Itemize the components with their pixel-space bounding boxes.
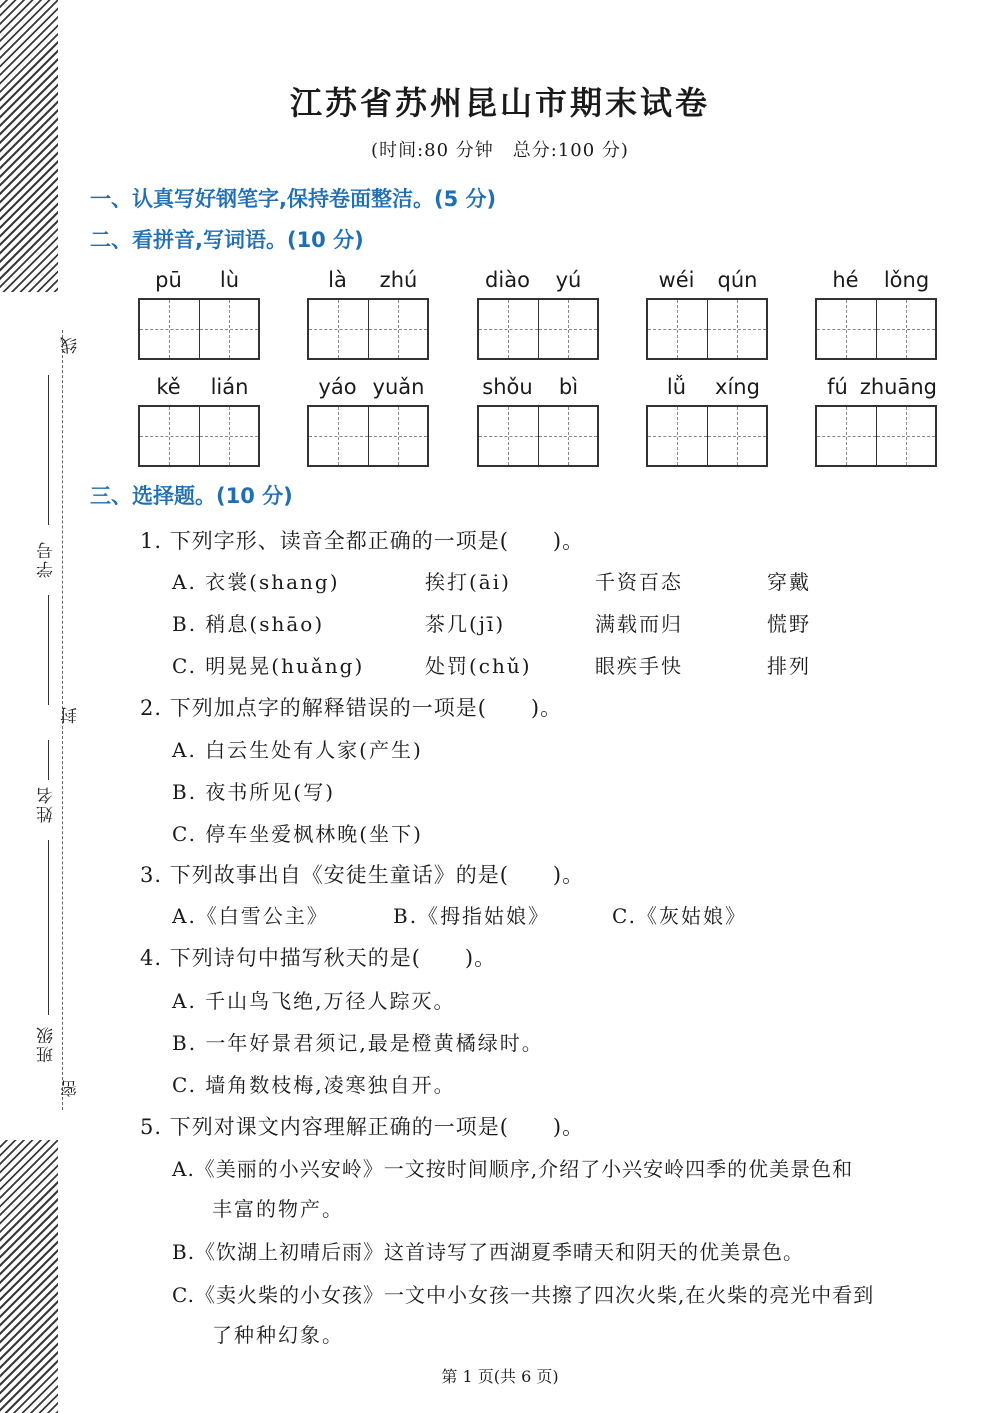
- q1-option-a-2: 挨打(āi): [425, 570, 511, 594]
- writing-boxes[interactable]: [815, 298, 937, 360]
- student-name-label: 姓名: [37, 785, 57, 823]
- q5-option-b: B.《饮湖上初晴后雨》这首诗写了西湖夏季晴天和阴天的优美景色。: [172, 1240, 805, 1264]
- writing-boxes[interactable]: [477, 405, 599, 467]
- pinyin-syllable: fú: [827, 375, 848, 399]
- cut-mark-xian: 线: [61, 335, 81, 354]
- question-5-stem: 5. 下列对课文内容理解正确的一项是( )。: [140, 1115, 585, 1139]
- writing-boxes[interactable]: [138, 405, 260, 467]
- pinyin-syllable: qún: [717, 268, 758, 292]
- exam-title: 江苏省苏州昆山市期末试卷: [289, 84, 710, 122]
- class-label: 班级: [37, 1025, 57, 1063]
- pinyin-syllable: lǚ: [666, 375, 687, 399]
- student-id-label: 学号: [37, 540, 57, 578]
- q1-option-c-1: C. 明晃晃(huǎng): [172, 654, 365, 678]
- writing-boxes[interactable]: [646, 405, 768, 467]
- writing-boxes[interactable]: [307, 298, 429, 360]
- cut-mark-feng: 封: [61, 705, 81, 724]
- q3-option-b: B.《拇指姑娘》: [393, 904, 551, 928]
- cut-mark-mi: 密: [61, 1078, 81, 1097]
- pinyin-syllable: yú: [555, 268, 582, 292]
- pinyin-item-4: [646, 268, 768, 360]
- writing-boxes[interactable]: [815, 405, 937, 467]
- q1-option-c-4: 排列: [767, 654, 811, 678]
- writing-boxes[interactable]: [477, 298, 599, 360]
- pinyin-syllable: xíng: [715, 375, 760, 399]
- q2-option-c: C. 停车坐爱枫林晚(坐下): [172, 822, 423, 846]
- pinyin-syllable: wéi: [658, 268, 695, 292]
- writing-boxes[interactable]: [138, 298, 260, 360]
- q5-option-c-line1: C.《卖火柴的小女孩》一文中小女孩一共擦了四次火柴,在火柴的亮光中看到: [172, 1283, 875, 1307]
- q3-option-a: A.《白雪公主》: [172, 904, 329, 928]
- pinyin-syllable: yuǎn: [372, 375, 425, 399]
- pinyin-syllable: shǒu: [482, 375, 533, 399]
- q1-option-b-1: B. 稍息(shāo): [172, 612, 325, 636]
- q3-option-c: C.《灰姑娘》: [612, 904, 747, 928]
- pinyin-syllable: lù: [219, 268, 240, 292]
- pinyin-syllable: pū: [155, 268, 182, 292]
- q1-option-a-3: 千资百态: [595, 570, 683, 594]
- pinyin-item-9: [646, 375, 768, 467]
- q5-option-c-line2: 了种种幻象。: [212, 1323, 344, 1347]
- pinyin-item-2: [307, 268, 429, 360]
- question-1-stem: 1. 下列字形、读音全都正确的一项是( )。: [140, 529, 585, 553]
- pinyin-item-3: [477, 268, 599, 360]
- id-underline-lower: [48, 595, 49, 705]
- section-2-heading: 二、看拼音,写词语。(10 分): [90, 228, 364, 252]
- pinyin-syllable: zhú: [379, 268, 418, 292]
- writing-boxes[interactable]: [307, 405, 429, 467]
- question-3-stem: 3. 下列故事出自《安徒生童话》的是( )。: [140, 863, 585, 887]
- pinyin-syllable: lǒng: [883, 268, 930, 292]
- q1-option-a-4: 穿戴: [767, 570, 811, 594]
- pinyin-syllable: là: [328, 268, 347, 292]
- q4-option-a: A. 千山鸟飞绝,万径人踪灭。: [172, 989, 456, 1013]
- q1-option-b-3: 满载而归: [595, 612, 683, 636]
- q4-option-b: B. 一年好景君须记,最是橙黄橘绿时。: [172, 1031, 544, 1055]
- pinyin-syllable: bì: [558, 375, 579, 399]
- pinyin-item-8: [477, 375, 599, 467]
- pinyin-item-7: [307, 375, 429, 467]
- q4-option-c: C. 墙角数枝梅,凌寒独自开。: [172, 1073, 456, 1097]
- question-2-stem: 2. 下列加点字的解释错误的一项是( )。: [140, 696, 563, 720]
- section-3-heading: 三、选择题。(10 分): [90, 484, 293, 508]
- q1-option-b-2: 茶几(jī): [425, 612, 506, 636]
- student-id-underline: [48, 375, 49, 525]
- pinyin-syllable: diào: [485, 268, 530, 292]
- q2-option-b: B. 夜书所见(写): [172, 780, 336, 804]
- pinyin-syllable: yáo: [318, 375, 357, 399]
- pinyin-syllable: lián: [210, 375, 249, 399]
- name-underline: [48, 840, 49, 1015]
- pinyin-item-6: [138, 375, 260, 467]
- q5-option-a-line2: 丰富的物产。: [212, 1197, 344, 1221]
- pinyin-syllable: kě: [156, 375, 181, 399]
- q1-option-c-2: 处罚(chǔ): [425, 654, 532, 678]
- q5-option-a-line1: A.《美丽的小兴安岭》一文按时间顺序,介绍了小兴安岭四季的优美景色和: [172, 1157, 854, 1181]
- exam-subtitle: (时间:80 分钟 总分:100 分): [371, 140, 629, 161]
- q1-option-c-3: 眼疾手快: [595, 654, 683, 678]
- q1-option-a-1: A. 衣裳(shang): [172, 570, 340, 594]
- page-number: 第 1 页(共 6 页): [441, 1367, 559, 1386]
- pinyin-item-10: [815, 375, 937, 467]
- q2-option-a: A. 白云生处有人家(产生): [172, 738, 423, 762]
- name-underline-upper: [48, 740, 49, 780]
- pinyin-item-1: [138, 268, 260, 360]
- question-4-stem: 4. 下列诗句中描写秋天的是( )。: [140, 946, 497, 970]
- section-1-heading: 一、认真写好钢笔字,保持卷面整洁。(5 分): [90, 187, 497, 211]
- pinyin-item-5: [815, 268, 937, 360]
- pinyin-syllable: hé: [832, 268, 859, 292]
- q1-option-b-4: 慌野: [767, 612, 811, 636]
- pinyin-syllable: zhuāng: [859, 375, 937, 399]
- writing-boxes[interactable]: [646, 298, 768, 360]
